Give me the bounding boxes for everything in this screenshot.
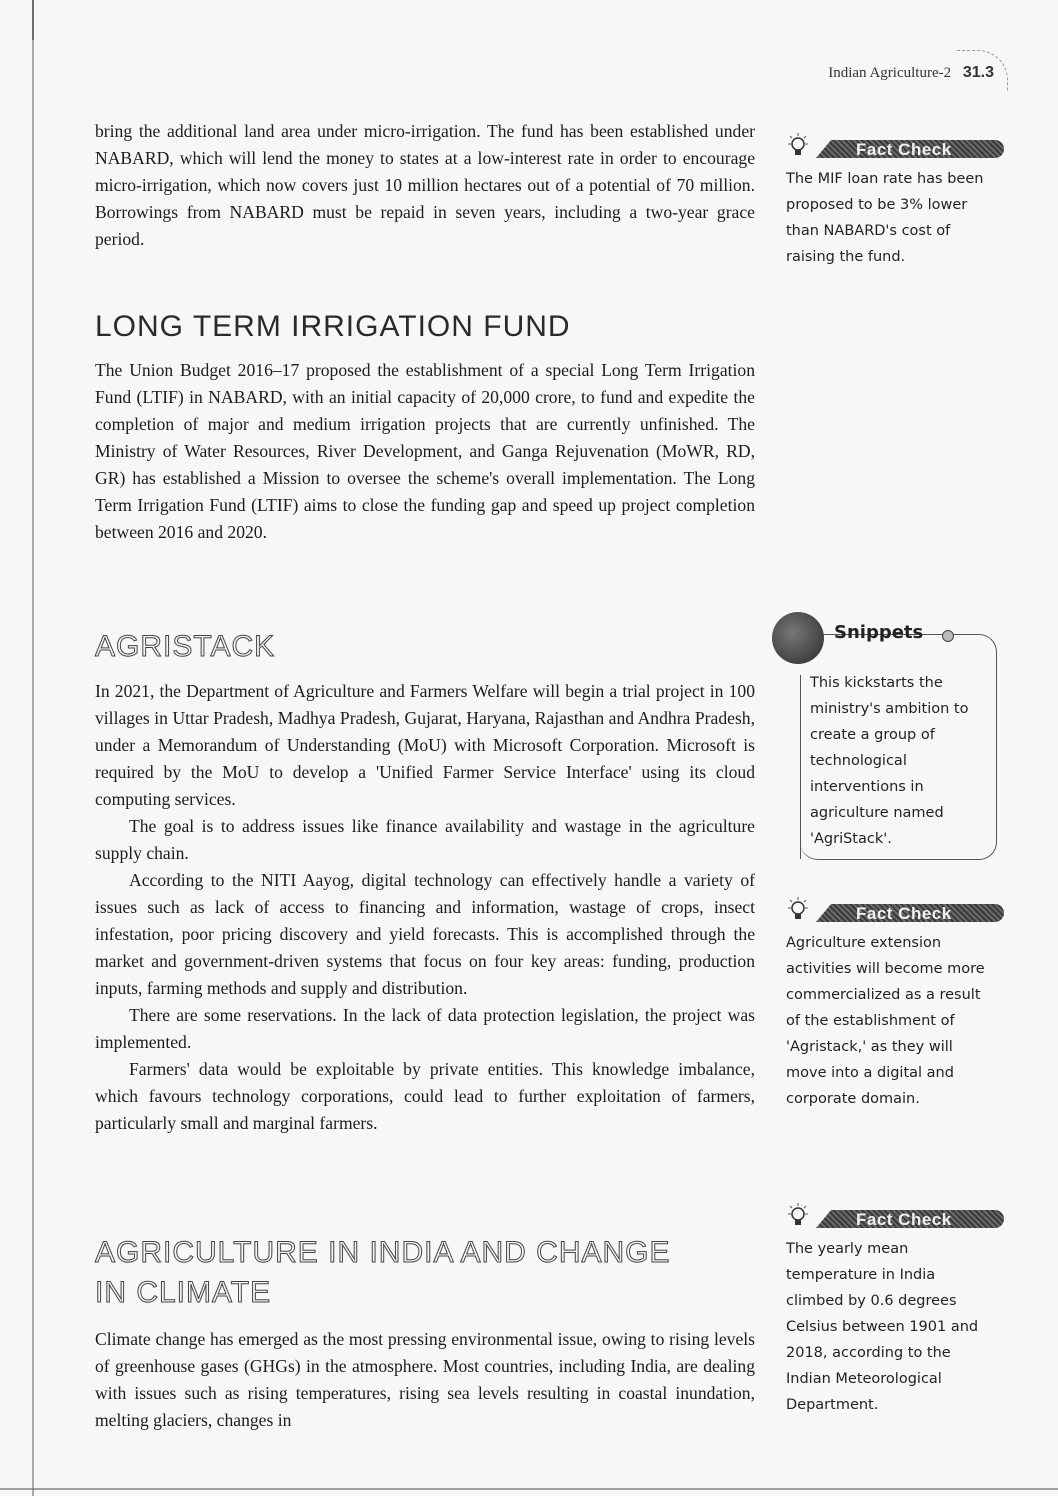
agristack-paragraph-3: According to the NITI Aayog, digital technology can effectively handle a variety of issues such as lack of access to financing and information, wastage of crops, insect infestation, poor pricing discovery and yield forecasts. This is accomplished through the market and government-driven systems that focus on four key areas: funding, production inputs, farming methods and supply and distribution. bbox=[95, 870, 755, 998]
fact-check-header bbox=[786, 1206, 996, 1232]
climate-block bbox=[95, 1326, 755, 1434]
fact-check-label: Fact Check bbox=[856, 904, 952, 923]
lightbulb-icon bbox=[786, 896, 810, 926]
agristack-block bbox=[95, 678, 755, 1137]
running-title: Indian Agriculture-2 bbox=[828, 65, 952, 81]
lightbulb-icon bbox=[786, 132, 810, 162]
fact-check-header bbox=[786, 136, 996, 162]
fact-check-text-1: The MIF loan rate has been proposed to be 3% lower than NABARD's cost of raising the fund. bbox=[786, 171, 984, 265]
snippets-badge-icon bbox=[772, 612, 824, 664]
ltif-block bbox=[95, 357, 755, 546]
running-header bbox=[828, 64, 994, 82]
intro-block bbox=[95, 118, 755, 253]
page-bottom-edge bbox=[0, 1488, 1058, 1490]
fact-check-label: Fact Check bbox=[856, 1210, 952, 1229]
page-number: 31.3 bbox=[962, 64, 994, 81]
climate-paragraph: Climate change has emerged as the most pressing environmental issue, owing to rising levels of greenhouse gases (GHGs) in the atmosphere. Most countries, including India, are dealing with issues such as rising temperatures, rising sea levels resulting in coastal inundation, melting glaciers, changes in bbox=[95, 1329, 755, 1430]
fact-check-box-3 bbox=[786, 1206, 996, 1418]
fact-check-label: Fact Check bbox=[856, 140, 952, 159]
heading-agristack: AGRISTACK bbox=[95, 630, 276, 663]
snippets-text: This kickstarts the ministry's ambition to create a group of technological interventions in agriculture named 'AgriStack'. bbox=[810, 675, 969, 847]
fact-check-text-3: The yearly mean temperature in India climbed by 0.6 degrees Celsius between 1901 and 2018, according to the Indian Meteorological Department. bbox=[786, 1241, 979, 1413]
snippets-dot-icon bbox=[942, 630, 954, 642]
fact-check-box-2 bbox=[786, 900, 996, 1112]
heading-long-term-irrigation-fund: LONG TERM IRRIGATION FUND bbox=[95, 310, 571, 343]
agristack-paragraph-2: The goal is to address issues like finance availability and wastage in the agriculture supply chain. bbox=[95, 816, 755, 863]
agristack-paragraph-5: Farmers' data would be exploitable by private entities. This knowledge imbalance, which favours technology corporations, could lead to further exploitation of farmers, particularly small and marginal farmers. bbox=[95, 1059, 755, 1133]
agristack-paragraph-1: In 2021, the Department of Agriculture and Farmers Welfare will begin a trial project in 100 villages in Uttar Pradesh, Madhya Pradesh, Gujarat, Haryana, Rajasthan and Andhra Pradesh, under a Memorandum of Understanding (MoU) with Microsoft Corporation. Microsoft is required by the MoU to develop a 'Unified Farmer Service Interface' using its cloud computing services. bbox=[95, 681, 755, 809]
intro-paragraph: bring the additional land area under micro-irrigation. The fund has been established under NABARD, which will lend the money to states at a low-interest rate in order to encourage micro-irrigation, which now covers just 10 million hectares out of a potential of 70 million. Borrowings from NABARD must be repaid in seven years, including a two-year grace period. bbox=[95, 121, 755, 249]
heading-agriculture-climate-line-1: AGRICULTURE IN INDIA AND CHANGE bbox=[95, 1236, 671, 1269]
heading-agriculture-climate-line-2: IN CLIMATE bbox=[95, 1276, 272, 1309]
agristack-paragraph-4: There are some reservations. In the lack of data protection legislation, the project was implemented. bbox=[95, 1005, 755, 1052]
lightbulb-icon bbox=[786, 1202, 810, 1232]
page-number-ornament bbox=[957, 50, 1008, 91]
ltif-paragraph: The Union Budget 2016–17 proposed the establishment of a special Long Term Irrigation Fund (LTIF) in NABARD, with an initial capacity of 20,000 crore, to fund and expedite the completion of major and medium irrigation projects that are currently unfinished. The Ministry of Water Resources, River Development, and Ganga Rejuvenation (MoWR, RD, GR) has established a Mission to oversee the scheme's overall implementation. The Long Term Irrigation Fund (LTIF) aims to close the funding gap and speed up project completion between 2016 and 2020. bbox=[95, 360, 755, 542]
fact-check-text-2: Agriculture extension activities will become more commercialized as a result of the establishment of 'Agristack,' as they will move into a digital and corporate domain. bbox=[786, 935, 985, 1107]
fact-check-box-1 bbox=[786, 136, 996, 270]
page-binding-edge bbox=[32, 0, 34, 1496]
snippets-title: Snippets bbox=[834, 622, 924, 643]
fact-check-header bbox=[786, 900, 996, 926]
